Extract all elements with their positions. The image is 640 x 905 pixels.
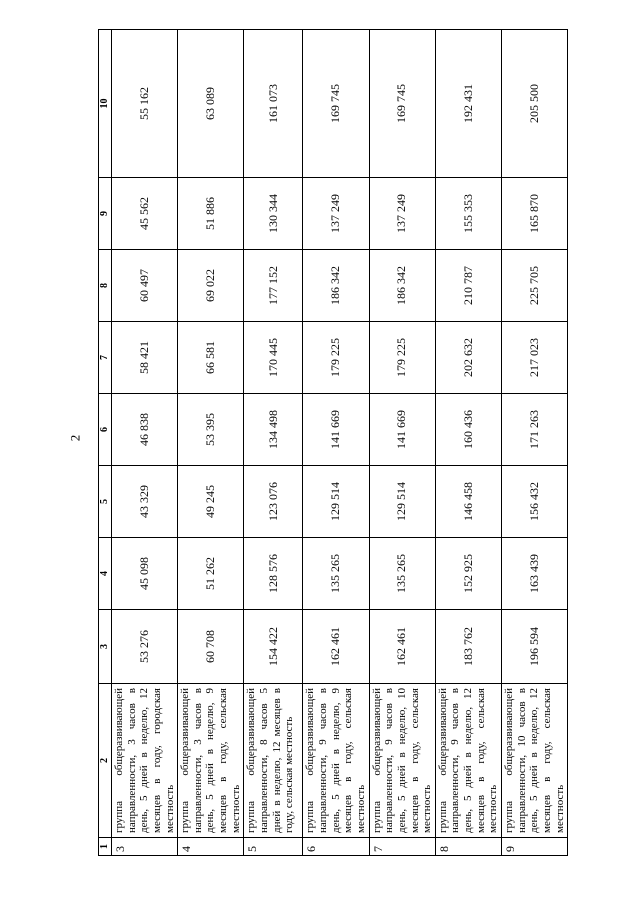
value-cell: 169 745 xyxy=(369,30,435,178)
value-cell: 53 276 xyxy=(112,610,178,684)
value-cell: 45 098 xyxy=(112,538,178,610)
header-cell: 6 xyxy=(99,394,112,466)
row-number: 7 xyxy=(369,838,435,856)
value-cell: 45 562 xyxy=(112,178,178,250)
header-cell: 4 xyxy=(99,538,112,610)
row-number: 8 xyxy=(435,838,501,856)
header-cell: 2 xyxy=(99,684,112,838)
header-cell: 8 xyxy=(99,250,112,322)
value-cell: 141 669 xyxy=(303,394,369,466)
group-description: группа общеразвивающей направленности, 10 часов в день, 5 дней в неделю, 12 месяцев в году, сельская местность xyxy=(502,684,568,838)
value-cell: 196 594 xyxy=(502,610,568,684)
value-cell: 123 076 xyxy=(244,466,303,538)
page-number: 2 xyxy=(67,434,83,442)
group-description: группа общеразвивающей направленности, 3 часов в день, 5 дней в неделю, 9 месяцев в году, сельская местность xyxy=(178,684,244,838)
value-cell: 43 329 xyxy=(112,466,178,538)
value-cell: 183 762 xyxy=(435,610,501,684)
header-cell: 10 xyxy=(99,30,112,178)
value-cell: 58 421 xyxy=(112,322,178,394)
header-cell: 9 xyxy=(99,178,112,250)
table-row xyxy=(178,30,244,856)
value-cell: 225 705 xyxy=(502,250,568,322)
value-cell: 69 022 xyxy=(178,250,244,322)
group-description: группа общеразвивающей направленности, 9 часов в день, 5 дней в неделю, 12 месяцев в году, сельская местность xyxy=(435,684,501,838)
table-row xyxy=(502,30,568,856)
rotated-table-frame xyxy=(98,30,566,856)
row-number: 4 xyxy=(178,838,244,856)
value-cell: 141 669 xyxy=(369,394,435,466)
value-cell: 179 225 xyxy=(369,322,435,394)
value-cell: 137 249 xyxy=(369,178,435,250)
value-cell: 46 838 xyxy=(112,394,178,466)
value-cell: 162 461 xyxy=(369,610,435,684)
table-row xyxy=(112,30,178,856)
value-cell: 160 436 xyxy=(435,394,501,466)
value-cell: 202 632 xyxy=(435,322,501,394)
header-cell: 3 xyxy=(99,610,112,684)
value-cell: 137 249 xyxy=(303,178,369,250)
value-cell: 130 344 xyxy=(244,178,303,250)
value-cell: 177 152 xyxy=(244,250,303,322)
header-cell: 5 xyxy=(99,466,112,538)
value-cell: 170 445 xyxy=(244,322,303,394)
value-cell: 171 263 xyxy=(502,394,568,466)
value-cell: 129 514 xyxy=(303,466,369,538)
value-cell: 163 439 xyxy=(502,538,568,610)
value-cell: 128 576 xyxy=(244,538,303,610)
value-cell: 161 073 xyxy=(244,30,303,178)
header-cell: 7 xyxy=(99,322,112,394)
group-description: группа общеразвивающей направленности, 8 часов 5 дней в неделю, 12 месяцев в году, сельская местность xyxy=(244,684,303,838)
value-cell: 156 432 xyxy=(502,466,568,538)
value-cell: 162 461 xyxy=(303,610,369,684)
row-number: 6 xyxy=(303,838,369,856)
value-cell: 55 162 xyxy=(112,30,178,178)
value-cell: 63 089 xyxy=(178,30,244,178)
cost-table xyxy=(98,29,568,856)
value-cell: 217 023 xyxy=(502,322,568,394)
value-cell: 186 342 xyxy=(303,250,369,322)
value-cell: 154 422 xyxy=(244,610,303,684)
table-row xyxy=(244,30,303,856)
group-description: группа общеразвивающей направленности, 3 часов в день, 5 дней в неделю, 12 месяцев в году, городская местность xyxy=(112,684,178,838)
value-cell: 53 395 xyxy=(178,394,244,466)
value-cell: 60 708 xyxy=(178,610,244,684)
row-number: 3 xyxy=(112,838,178,856)
group-description: группа общеразвивающей направленности, 9 часов в день, 5 дней в неделю, 10 месяцев в году, сельская местность xyxy=(369,684,435,838)
row-number: 5 xyxy=(244,838,303,856)
value-cell: 135 265 xyxy=(303,538,369,610)
value-cell: 134 498 xyxy=(244,394,303,466)
value-cell: 146 458 xyxy=(435,466,501,538)
header-cell: 1 xyxy=(99,838,112,856)
value-cell: 152 925 xyxy=(435,538,501,610)
value-cell: 205 500 xyxy=(502,30,568,178)
value-cell: 51 262 xyxy=(178,538,244,610)
value-cell: 135 265 xyxy=(369,538,435,610)
value-cell: 169 745 xyxy=(303,30,369,178)
table-row xyxy=(435,30,501,856)
value-cell: 60 497 xyxy=(112,250,178,322)
value-cell: 165 870 xyxy=(502,178,568,250)
value-cell: 51 886 xyxy=(178,178,244,250)
header-row xyxy=(99,30,112,856)
value-cell: 155 353 xyxy=(435,178,501,250)
row-number: 9 xyxy=(502,838,568,856)
table-row xyxy=(369,30,435,856)
table-container xyxy=(98,30,566,856)
value-cell: 66 581 xyxy=(178,322,244,394)
value-cell: 192 431 xyxy=(435,30,501,178)
value-cell: 49 245 xyxy=(178,466,244,538)
value-cell: 179 225 xyxy=(303,322,369,394)
value-cell: 210 787 xyxy=(435,250,501,322)
table-row xyxy=(303,30,369,856)
value-cell: 129 514 xyxy=(369,466,435,538)
group-description: группа общеразвивающей направленности, 9 часов в день, 5 дней в неделю, 9 месяцев в году, сельская местность xyxy=(303,684,369,838)
value-cell: 186 342 xyxy=(369,250,435,322)
